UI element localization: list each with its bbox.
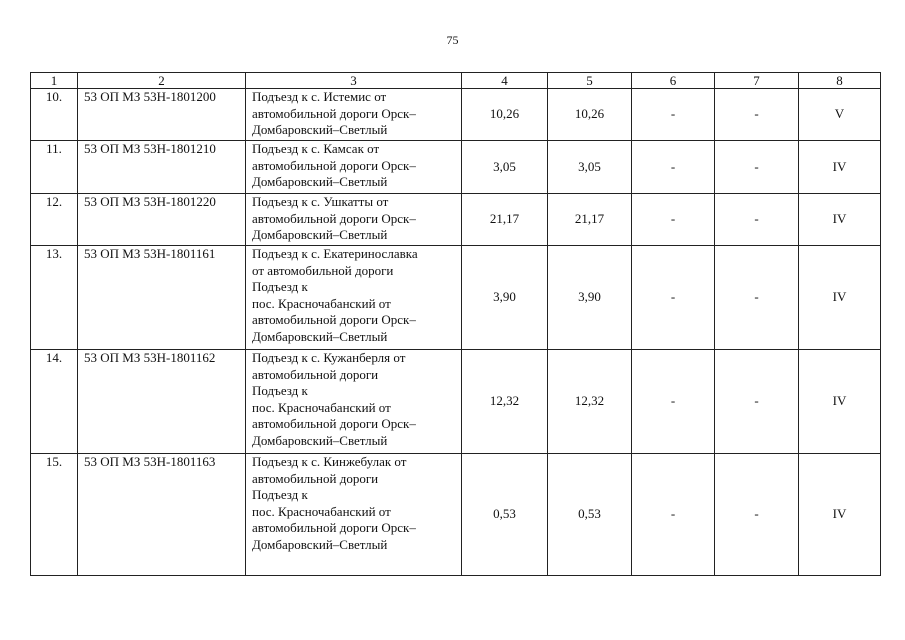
- page-number: 75: [446, 33, 459, 47]
- road-name-line: автомобильной дороги: [252, 470, 379, 486]
- road-id-cell: 53 ОП МЗ 53Н-1801163: [78, 454, 246, 576]
- column-header: 2: [78, 73, 246, 89]
- value-cell-c7: -: [715, 246, 799, 350]
- road-name-line: Подъезд к с. Ушкатты от: [252, 194, 389, 209]
- road-name-line: Домбаровский–Светлый: [252, 227, 388, 242]
- road-name-line: Подъезд к с. Камсак от: [252, 141, 380, 156]
- value-cell-c4: 3,05: [462, 141, 548, 194]
- row-number-cell: 13.: [31, 246, 78, 350]
- road-name-line: Подъезд к: [252, 487, 308, 502]
- value-cell-c6: -: [632, 350, 715, 454]
- value-cell-c7: -: [715, 454, 799, 576]
- value-cell-c8: IV: [799, 194, 881, 246]
- row-number-cell: 10.: [31, 89, 78, 141]
- road-name-line: автомобильной дороги Орск–: [252, 520, 416, 535]
- value-cell-c6: -: [632, 194, 715, 246]
- road-name-cell: [246, 246, 462, 350]
- table-header-row: [31, 73, 881, 89]
- road-name-cell: [246, 141, 462, 194]
- value-cell-c5: 3,90: [548, 246, 632, 350]
- road-name-line: автомобильной дороги Орск–: [252, 210, 416, 226]
- column-header: 7: [715, 73, 799, 89]
- road-name-line: Домбаровский–Светлый: [252, 174, 388, 189]
- road-name-line: Подъезд к с. Екатеринославка: [252, 246, 418, 261]
- road-name-line: автомобильной дороги Орск–: [252, 105, 416, 121]
- value-cell-c4: 21,17: [462, 194, 548, 246]
- road-name-line: пос. Красночабанский от: [252, 503, 391, 519]
- road-name-line: пос. Красночабанский от: [252, 399, 391, 415]
- column-header: 1: [31, 73, 78, 89]
- road-id-cell: 53 ОП МЗ 53Н-1801220: [78, 194, 246, 246]
- value-cell-c8: IV: [799, 454, 881, 576]
- road-id-cell: 53 ОП МЗ 53Н-1801162: [78, 350, 246, 454]
- road-name-line: Домбаровский–Светлый: [252, 432, 388, 448]
- value-cell-c4: 0,53: [462, 454, 548, 576]
- value-cell-c5: 12,32: [548, 350, 632, 454]
- value-cell-c8: V: [799, 89, 881, 141]
- value-cell-c7: -: [715, 194, 799, 246]
- road-name-line: Подъезд к с. Кинжебулак от: [252, 454, 407, 469]
- road-name-line: пос. Красночабанский от: [252, 295, 391, 311]
- road-id-cell: 53 ОП МЗ 53Н-1801200: [78, 89, 246, 141]
- value-cell-c7: -: [715, 350, 799, 454]
- column-header: 8: [799, 73, 881, 89]
- road-id-cell: 53 ОП МЗ 53Н-1801210: [78, 141, 246, 194]
- table-row: [31, 194, 881, 246]
- road-name-line: Подъезд к: [252, 279, 308, 294]
- road-name-line: Домбаровский–Светлый: [252, 122, 388, 137]
- road-name-cell: [246, 194, 462, 246]
- column-header: 6: [632, 73, 715, 89]
- value-cell-c5: 10,26: [548, 89, 632, 141]
- value-cell-c8: IV: [799, 246, 881, 350]
- value-cell-c4: 10,26: [462, 89, 548, 141]
- road-name-line: автомобильной дороги Орск–: [252, 416, 416, 431]
- row-number-cell: 12.: [31, 194, 78, 246]
- road-id-cell: 53 ОП МЗ 53Н-1801161: [78, 246, 246, 350]
- value-cell-c5: 0,53: [548, 454, 632, 576]
- value-cell-c7: -: [715, 141, 799, 194]
- roads-table: [30, 72, 881, 576]
- table-row: [31, 350, 881, 454]
- value-cell-c5: 21,17: [548, 194, 632, 246]
- road-name-cell: [246, 89, 462, 141]
- value-cell-c4: 3,90: [462, 246, 548, 350]
- road-name-cell: [246, 350, 462, 454]
- road-name-line: Домбаровский–Светлый: [252, 328, 388, 344]
- road-name-line: Подъезд к с. Кужанберля от: [252, 350, 406, 365]
- road-name-line: Домбаровский–Светлый: [252, 536, 388, 552]
- road-name-line: автомобильной дороги: [252, 366, 379, 382]
- column-header: 5: [548, 73, 632, 89]
- row-number-cell: 14.: [31, 350, 78, 454]
- table-row: [31, 454, 881, 576]
- value-cell-c6: -: [632, 246, 715, 350]
- road-name-line: Подъезд к: [252, 383, 308, 398]
- road-name-line: от автомобильной дороги: [252, 262, 394, 278]
- road-name-line: Подъезд к с. Истемис от: [252, 89, 387, 104]
- value-cell-c7: -: [715, 89, 799, 141]
- value-cell-c5: 3,05: [548, 141, 632, 194]
- value-cell-c8: IV: [799, 350, 881, 454]
- value-cell-c4: 12,32: [462, 350, 548, 454]
- column-header: 4: [462, 73, 548, 89]
- table-row: [31, 89, 881, 141]
- row-number-cell: 15.: [31, 454, 78, 576]
- road-name-line: автомобильной дороги Орск–: [252, 312, 416, 327]
- value-cell-c6: -: [632, 454, 715, 576]
- value-cell-c8: IV: [799, 141, 881, 194]
- road-name-line: автомобильной дороги Орск–: [252, 157, 416, 173]
- value-cell-c6: -: [632, 141, 715, 194]
- table-row: [31, 246, 881, 350]
- road-name-cell: [246, 454, 462, 576]
- value-cell-c6: -: [632, 89, 715, 141]
- table-row: [31, 141, 881, 194]
- column-header: 3: [246, 73, 462, 89]
- row-number-cell: 11.: [31, 141, 78, 194]
